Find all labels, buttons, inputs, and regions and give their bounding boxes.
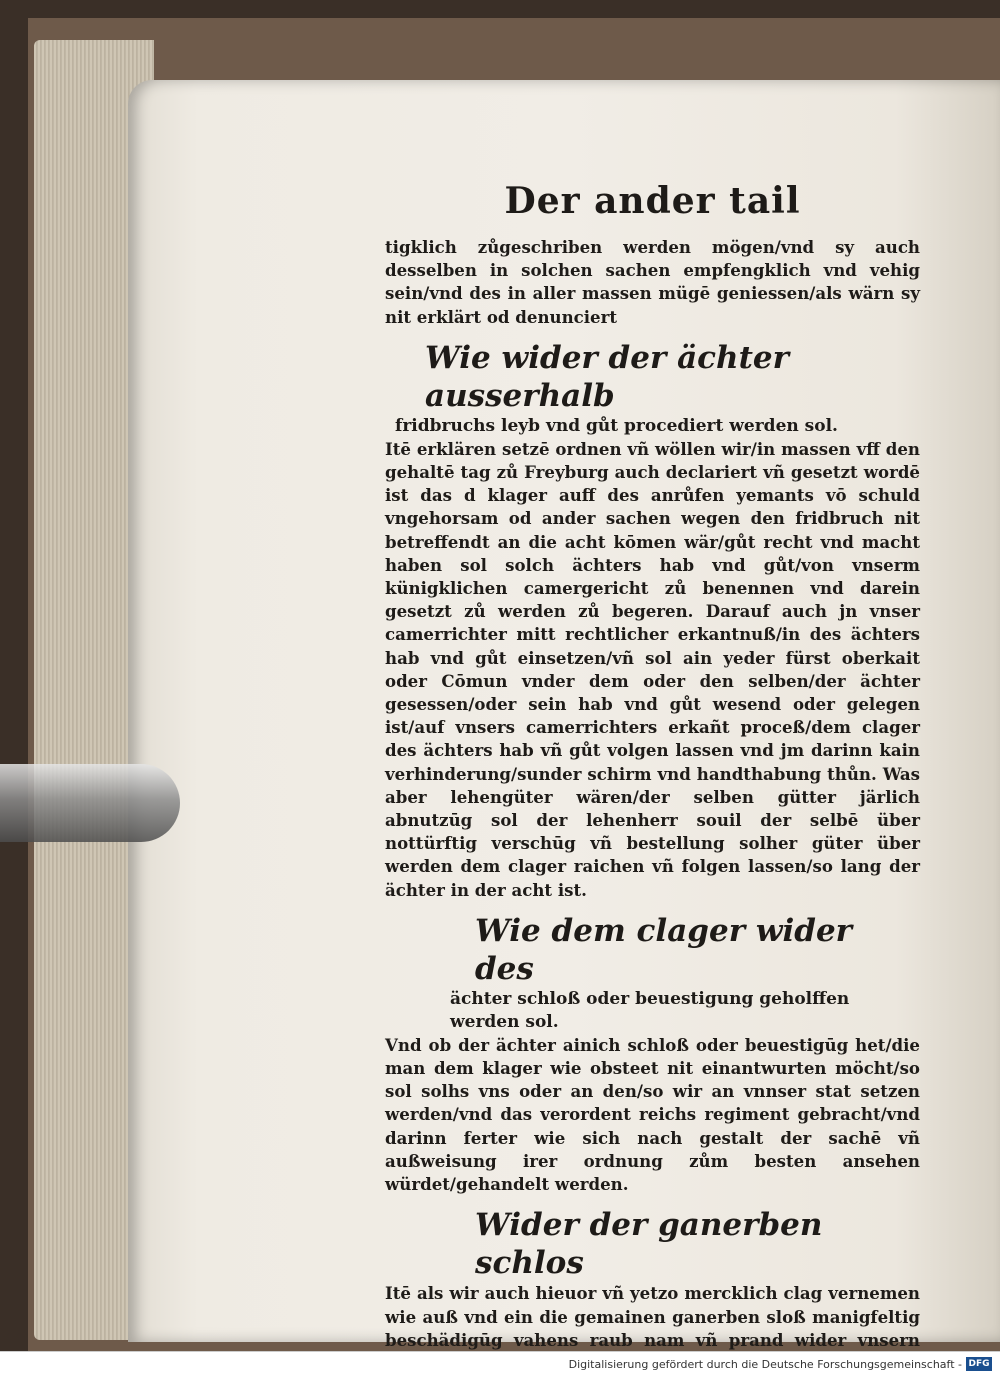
section-heading-1: Wie wider der ächter ausserhalb [425, 339, 789, 414]
paragraph-4: Itē als wir auch hieuor vñ yetzo mercklich clag vernemen wie auß vnd ein die gemainen ganerben sloß manigfeltig beschädigūg vahens raub nam vñ prand wider vnsern [385, 1283, 920, 1350]
dfg-logo-icon: DFG [966, 1357, 992, 1371]
running-head: Der ander tail [504, 180, 801, 222]
page-holder-clip [0, 764, 180, 842]
paragraph-2: Itē erklären setzē ordnen vñ wöllen wir/in massen vff den gehaltē tag zů Freyburg auch declariert vñ gesetzt wordē ist das d klager auff des anrůfen yemants vō schuld vngehorsam od ander sachen wegen den fridbruch nit betreffendt an die acht kōmen wär/gůt recht vnd macht haben sol solch ächters hab vnd gůt/von vnserm künigklichen camergericht zů benennen vnd darein gesetzt zů werden zů begeren. Darauf auch jn vnser camerrichter mitt rechtlicher erkantnuß/in des ächters hab vnd gůt einsetzen/vñ sol ain yeder fürst oberkait oder Cōmun vnder dem oder den selben/der ächter gesessen/oder sein hab vnd gůt wesend oder gelegen ist/auf vnsers camerrichters erkañt proceß/dem clager des ächters hab vñ gůt volgen lassen vnd jm darinn kain verhinderung/sunder schirm vnd handthabung thůn. Was aber lehengüter wären/der selben gütter järlich abnutzūg sol der lehenherr souil der selbē über nottürftig verschūg vñ bestellung solher güter über werden dem clager raichen vñ folgen lassen/so lang der ächter in der acht ist. [385, 438, 920, 900]
section-heading-3: Wider der ganerben schlos [475, 1207, 823, 1282]
paragraph-3: Vnd ob der ächter ainich schloß oder beuestigūg het/die man dem klager wie obsteet nit einantwurten möcht/so sol solhs vns oder an den/so wir an vnnser stat setzen werden/vnd das verordent reichs regiment gebracht/vnd darinn ferter wie sich nach gestalt der sachē vñ außweisung irer ordnung zům besten ansehen würdet/gehandelt werden. [385, 1034, 920, 1195]
section-subheading-2: ächter schloß oder beuestigung geholffen werden sol. [450, 988, 850, 1032]
paragraph-1: tigklich zůgeschriben werden mögen/vnd sy auch desselben in solchen sachen empfengklich vnd vehig sein/vnd des in aller massen mügē geniessen/als wärn sy nit erklärt od denunciert [385, 237, 920, 327]
footer-bar [0, 1351, 1000, 1378]
section-heading-2: Wie dem clager wider des [475, 912, 853, 987]
section-subheading-1: fridbruchs leyb vnd gůt procediert werden sol. [395, 415, 838, 436]
funding-notice: Digitalisierung gefördert durch die Deutsche Forschungsgemeinschaft - [568, 1358, 962, 1371]
text-block [385, 180, 920, 1375]
